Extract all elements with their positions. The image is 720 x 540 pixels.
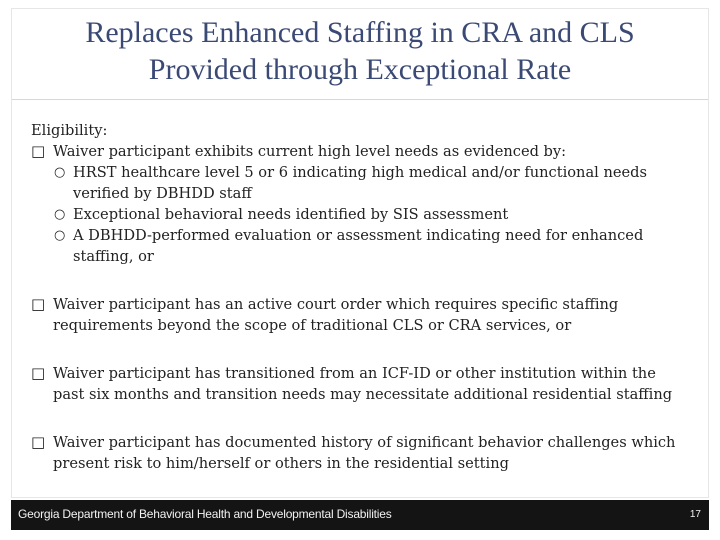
bullet-item	[31, 363, 691, 405]
title-line-2: Provided through Exceptional Rate	[148, 53, 572, 86]
sub-bullet-text: Exceptional behavioral needs identified by SIS assessment	[73, 206, 509, 223]
bullet-text: Waiver participant has an active court order which requires specific staffing requirements beyond the scope of traditional CLS or CRA services, or	[53, 296, 619, 334]
sub-bullet-text: HRST healthcare level 5 or 6 indicating high medical and/or functional needs verified by DBHDD staff	[73, 164, 647, 202]
bullet-text: Waiver participant has documented history of significant behavior challenges which present risk to him/herself or others in the residential setting	[53, 434, 676, 472]
spacer	[31, 405, 691, 432]
circle-bullet-icon: ○	[54, 228, 66, 243]
spacer	[31, 336, 691, 363]
square-bullet-icon: □	[31, 142, 46, 160]
bullet-item	[31, 432, 691, 474]
title-divider	[12, 99, 708, 100]
footer-organization: Georgia Department of Behavioral Health and Developmental Disabilities	[18, 507, 392, 521]
footer-bar	[11, 500, 709, 530]
sub-bullet-item	[31, 162, 691, 204]
slide-title	[12, 14, 708, 88]
sub-bullet-item	[31, 204, 691, 225]
bullet-item	[31, 294, 691, 336]
sub-bullet-text: A DBHDD-performed evaluation or assessment indicating need for enhanced staffing, or	[73, 227, 644, 265]
bullet-text: Waiver participant has transitioned from an ICF-ID or other institution within the past six months and transition needs may necessitate additional residential staffing	[53, 365, 673, 403]
title-line-1: Replaces Enhanced Staffing in CRA and CLS	[85, 16, 635, 49]
slide-body	[31, 120, 691, 474]
square-bullet-icon: □	[31, 433, 46, 451]
eligibility-heading: Eligibility:	[31, 122, 108, 139]
bullet-item	[31, 141, 691, 162]
circle-bullet-icon: ○	[54, 207, 66, 222]
spacer	[31, 267, 691, 294]
bullet-text: Waiver participant exhibits current high level needs as evidenced by:	[53, 143, 567, 160]
square-bullet-icon: □	[31, 364, 46, 382]
circle-bullet-icon: ○	[54, 165, 66, 180]
page-number: 17	[689, 509, 701, 520]
square-bullet-icon: □	[31, 295, 46, 313]
sub-bullet-item	[31, 225, 691, 267]
